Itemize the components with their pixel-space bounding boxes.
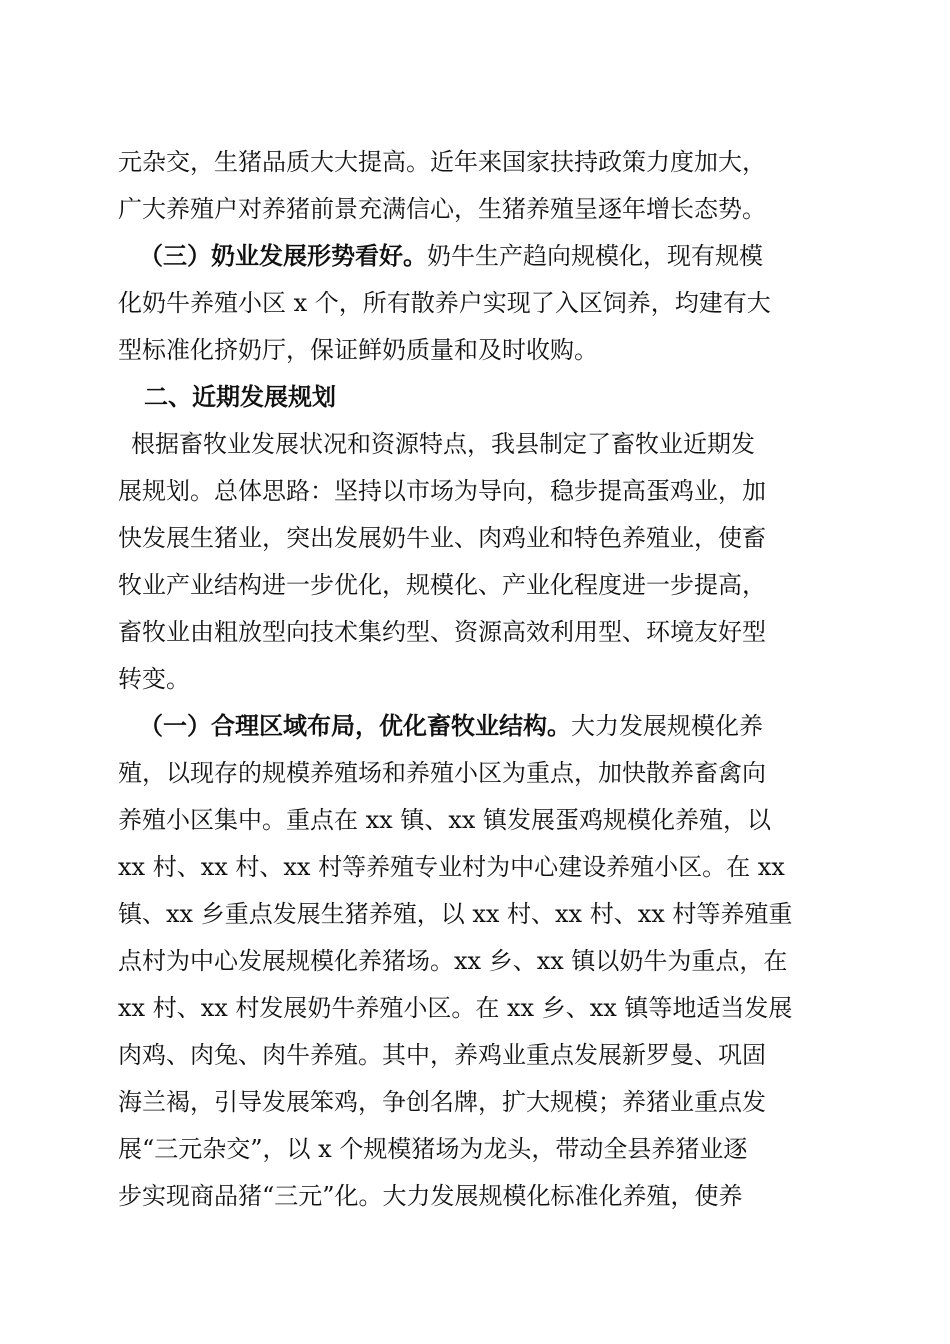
document-body (118, 139, 832, 1220)
text-line: 养殖小区集中。重点在 xx 镇、xx 镇发展蛋鸡规模化养殖，以 (118, 806, 772, 834)
text-line: 牧业产业结构进一步优化，规模化、产业化程度进一步提高， (118, 571, 766, 599)
text-line (118, 703, 832, 750)
text-span: 大力发展规模化养 (571, 712, 763, 740)
text-line: xx 村、xx 村、xx 村等养殖专业村为中心建设养殖小区。在 xx (118, 853, 785, 881)
text-line: 点村为中心发展规模化养猪场。xx 乡、xx 镇以奶牛为重点，在 (118, 947, 788, 975)
text-line: 步实现商品猪“三元”化。大力发展规模化标准化养殖，使养 (118, 1182, 743, 1210)
text-line: 殖，以现存的规模养殖场和养殖小区为重点，加快散养畜禽向 (118, 759, 766, 787)
text-line: 转变。 (118, 665, 190, 693)
text-line: xx 村、xx 村发展奶牛养殖小区。在 xx 乡、xx 镇等地适当发展 (118, 994, 793, 1022)
text-line: 快发展生猪业，突出发展奶牛业、肉鸡业和特色养殖业，使畜 (118, 524, 766, 552)
section-heading: 二、近期发展规划 (144, 383, 336, 411)
text-line: 镇、xx 乡重点发展生猪养殖，以 xx 村、xx 村、xx 村等养殖重 (118, 900, 793, 928)
text-line: 广大养殖户对养猪前景充满信心，生猪养殖呈逐年增长态势。 (118, 195, 766, 223)
text-line: 化奶牛养殖小区 x 个，所有散养户实现了入区饲养，均建有大 (118, 289, 771, 317)
subsection-lead-1: （一）合理区域布局，优化畜牧业结构。 (139, 712, 571, 740)
text-line: 海兰褐，引导发展笨鸡，争创名牌，扩大规模；养猪业重点发 (118, 1088, 766, 1116)
text-line: 型标准化挤奶厅，保证鲜奶质量和及时收购。 (118, 336, 598, 364)
text-line: 肉鸡、肉兔、肉牛养殖。其中，养鸡业重点发展新罗曼、巩固 (118, 1041, 766, 1069)
text-line: 根据畜牧业发展状况和资源特点，我县制定了畜牧业近期发 (131, 430, 755, 458)
text-line (118, 233, 832, 280)
text-line: 展“三元杂交”，以 x 个规模猪场为龙头，带动全县养猪业逐 (118, 1135, 748, 1163)
subsection-lead-3: （三）奶业发展形势看好。 (139, 242, 427, 270)
text-line: 元杂交，生猪品质大大提高。近年来国家扶持政策力度加大， (118, 148, 766, 176)
text-span: 奶牛生产趋向规模化，现有规模 (427, 242, 763, 270)
text-line: 展规划。总体思路：坚持以市场为导向，稳步提高蛋鸡业，加 (118, 477, 766, 505)
text-line: 畜牧业由粗放型向技术集约型、资源高效利用型、环境友好型 (118, 618, 766, 646)
